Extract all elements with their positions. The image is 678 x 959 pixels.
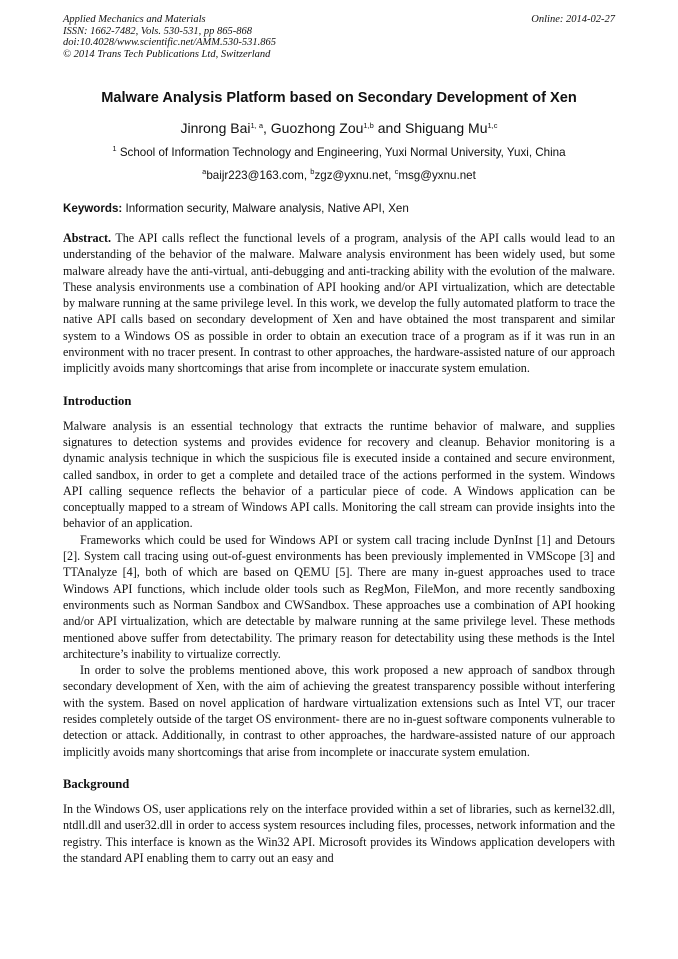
email-separator: , (388, 169, 395, 182)
affiliation-mark: 1 (112, 144, 117, 153)
keywords (63, 202, 615, 215)
author-name: Shiguang Mu (405, 120, 488, 136)
section-background (63, 801, 615, 866)
keywords-text: Information security, Malware analysis, Native API, Xen (125, 202, 409, 215)
email-mark: c (394, 167, 399, 176)
affiliation-text: School of Information Technology and Engineering, Yuxi Normal University, Yuxi, China (119, 146, 566, 159)
author-affil-mark: 1,b (363, 121, 374, 130)
author-affil-mark: 1, a (250, 121, 264, 130)
abstract (63, 230, 615, 377)
section-heading-background: Background (63, 776, 130, 791)
paragraph: In the Windows OS, user applications rely on the interface provided within a set of libraries, such as kernel32.dll, ntdll.dll and user32.dll in order to access system resources including files, processes, network information and the registry. This interface is known as the Win32 API. Microsoft provides its Windows application developers with the standard API enabling them to carry out an easy and (63, 801, 615, 865)
email-mark: b (310, 167, 315, 176)
author-name: Guozhong Zou (270, 120, 364, 136)
author-list (63, 120, 615, 136)
author-name: Jinrong Bai (180, 120, 251, 136)
abstract-label: Abstract. (63, 231, 112, 245)
affiliation (63, 146, 615, 159)
keywords-label: Keywords: (63, 202, 123, 215)
journal-name: Applied Mechanics and Materials (63, 14, 206, 25)
journal-header (63, 14, 615, 60)
email-address: msg@yxnu.net (398, 169, 476, 182)
paragraph: Frameworks which could be used for Windows API or system call tracing include DynInst [1] and Detours [2]. System call tracing using out-of-guest environments has been previously implemented in VMScope [3] and TTAnalyze [4], both of which are based on QEMU [5]. There are many in-guest approaches used to trace Windows API functions, which include older tools such as RegMon, FileMon, and more recently sandboxing environments such as Norman Sandbox and CWSandbox. These approaches use a combination of API hooking and/or API virtualization, which are detectable by malware running at the same privilege level. These methods mentioned above suffer from detectability. The primary reason for detectability using these methods is the Intel architecture’s inability to virtualize correctly. (63, 532, 615, 661)
email-address: zgz@yxnu.net (314, 169, 389, 182)
author-emails (63, 169, 615, 182)
email-mark: a (202, 167, 207, 176)
author-separator: and (373, 120, 405, 136)
section-introduction (63, 418, 615, 760)
author-affil-mark: 1,c (487, 121, 498, 130)
paper-page (63, 14, 615, 866)
section-heading-introduction: Introduction (63, 393, 132, 408)
email-address: baijr223@163.com (206, 169, 304, 182)
copyright-line: © 2014 Trans Tech Publications Ltd, Switzerland (63, 48, 271, 60)
abstract-text: The API calls reflect the functional levels of a program, analysis of the API calls would lead to an understanding of the behavior of the malware. Malware analysis environment has been widely used, but some malware already have the anti-virtual, anti-debugging and anti-tracking ability with the evolution of the malware. These analysis environments use a combination of API hooking and/or API virtualization, which are detectable by malware running at the same privilege level. In this work, we develop the fully automated platform to trace the native API calls based on secondary development of Xen and have obtained the most transparent and similar system to a Windows OS as possible in order to obtain an execution trace of a program as if it was run in an environment with no tracer present. In contrast to other approaches, the hardware-assisted nature of our approach implicitly avoids many shortcomings that arise from incomplete or inaccurate system emulation. (63, 231, 615, 376)
paper-title: Malware Analysis Platform based on Secondary Development of Xen (101, 90, 577, 106)
email-separator: , (303, 169, 311, 182)
paragraph: In order to solve the problems mentioned above, this work proposed a new approach of sandbox through secondary development of Xen, with the aim of achieving the greatest transparency possible without interfering with the system. Based on novel application of hardware virtualization extensions such as Intel VT, our tracer resides completely outside of the target OS environment- there are no in-guest software components vulnerable to detection or attack. Additionally, in contrast to other approaches, the hardware-assisted nature of our approach implicitly avoids many shortcomings that arise from incomplete or inaccurate system emulation. (63, 663, 615, 759)
doi-line: doi:10.4028/www.scientific.net/AMM.530-531.865 (63, 37, 276, 48)
author-separator: , (263, 120, 271, 136)
online-date: Online: 2014-02-27 (531, 14, 615, 25)
paragraph: Malware analysis is an essential technology that extracts the runtime behavior of malware, and supplies signatures to detection systems and provides evidence for recovery and cleanup. Behavior monitoring is a dynamic analysis technique in which the suspicious file is executed inside a contained and secure environment, called sandbox, in order to get a complete and detailed trace of the actions performed in the system. Windows API calling sequence reflects the behavior of a particular piece of code. A Windows application can be conceptually mapped to a stream of Windows API calls. Monitoring the call stream can provide insights into the behavior of an application. (63, 418, 615, 531)
issn-line: ISSN: 1662-7482, Vols. 530-531, pp 865-868 (63, 25, 252, 37)
